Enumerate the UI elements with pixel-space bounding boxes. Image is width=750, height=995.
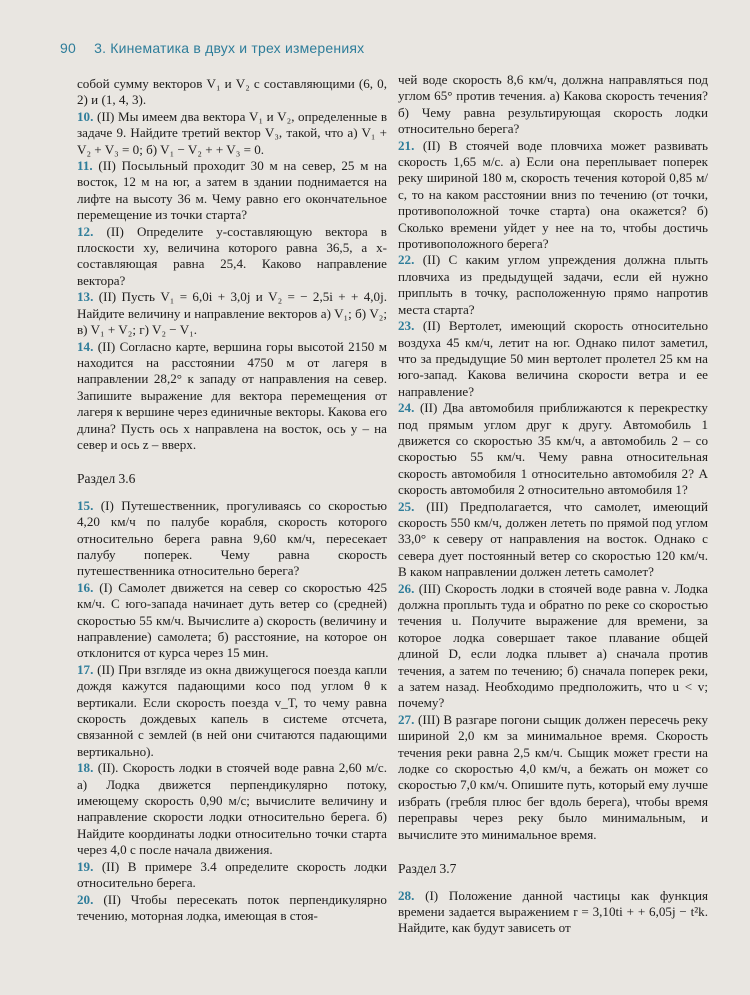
- problem: [398, 400, 708, 498]
- problem: [398, 888, 708, 937]
- problem-text: (II) Посыльный проходит 30 м на север, 25 м на восток, 12 м на юг, а затем в здании поднимается на лифте на высоту 36 м. Чему равно его окончательное перемещение из точки старта?: [77, 158, 387, 223]
- problem-text: (II) Чтобы пересекать поток перпендикулярно течению, моторная лодка, имеющая в стоя-: [77, 891, 387, 923]
- left-column: [77, 76, 387, 924]
- problem: [398, 581, 708, 712]
- problem-text: (III) Скорость лодки в стоячей воде равна v. Лодка должна проплыть туда и обратно по реке со скоростью течения u. Получите выражение для времени, за которое лодка совершает такое плавание общей длиной D, если лодка плывет а) сначала против течения, а затем по течению; б) сначала поперек реки, а затем назад. Необходимо предположить, что u < v; почему?: [398, 580, 708, 711]
- problem-number: 14.: [77, 338, 94, 354]
- problem: [77, 109, 387, 158]
- problem: [398, 712, 708, 843]
- problem: [77, 339, 387, 454]
- problem: [77, 224, 387, 290]
- problem-text: (II) Два автомобиля приближаются к перекрестку под прямым углом друг к другу. Автомобиль 1 движется со скоростью 35 км/ч, а автомобиль 2 – со скоростью 55 км/ч. Чему равна относительная скорость автомобиля 1 относительно автомобиля 2? А скорость автомобиля 2 относительно автомобиля 1?: [398, 400, 708, 498]
- problem-number: 18.: [77, 760, 94, 776]
- problem-text: (I) Самолет движется на север со скоростью 425 км/ч. С юго-запада начинает дуть ветер со (средней) скоростью 55 км/ч. Вычислите а) скорость (величину и направление) самолета; б) расстояние, на которое он отклонится от курса через 15 мин.: [77, 579, 387, 661]
- problem-text: (I) Положение данной частицы как функция времени задается выражением r = 3,10ti + + 6,05j − t²k. Найдите, как будут зависеть от: [398, 887, 708, 936]
- problem-number: 12.: [77, 223, 94, 239]
- problem-number: 19.: [77, 858, 94, 874]
- problem: [77, 760, 387, 858]
- continuation-text: собой сумму векторов V₁ и V₂ с составляющими (6, 0, 2) и (1, 4, 3).: [77, 76, 387, 108]
- problem-number: 28.: [398, 887, 415, 903]
- problem: [77, 158, 387, 224]
- problem: [398, 318, 708, 400]
- problem-number: 13.: [77, 289, 94, 305]
- problem: [77, 289, 387, 338]
- problem-number: 16.: [77, 579, 94, 595]
- problem-number: 20.: [77, 891, 94, 907]
- problem-number: 15.: [77, 497, 94, 513]
- problem-number: 24.: [398, 400, 415, 416]
- problem-text: (II) При взгляде из окна движущегося поезда капли дождя кажутся падающими косо под углом θ к вертикали. Если скорость поезда v_T, то чему равна скорость дождевых капель в системе отсчета, связанной с землей (в ней они считаются падающими вертикально).: [77, 661, 387, 759]
- section-label: Раздел 3.7: [398, 861, 457, 877]
- problem-text: (II). Скорость лодки в стоячей воде равна 2,60 м/с. а) Лодка движется перпендикулярно потоку, имеющему скорость 0,90 м/с; вычислите величину и направление скорости лодки относительно берега. б) Найдите координаты лодки относительно точки старта через 4,0 с после начала движения.: [77, 760, 388, 858]
- chapter-title: 3. Кинематика в двух и трех измерениях: [94, 40, 365, 56]
- page-header: [60, 40, 700, 64]
- problem-text: (III) Предполагается, что самолет, имеющий скорость 550 км/ч, должен лететь по прямой под углом 33,0° к северу от направления на восток. Однако с севера дует постоянный ветер со скоростью 120 км/ч. В каком направлении должен лететь самолет?: [398, 498, 708, 580]
- problem-number: 11.: [77, 158, 93, 174]
- problem-number: 22.: [398, 252, 415, 268]
- problem-number: 17.: [77, 661, 94, 677]
- problem: [398, 138, 708, 253]
- problem: [77, 859, 387, 892]
- problem-text: (II) Вертолет, имеющий скорость относительно воздуха 45 км/ч, летит на юг. Однако пилот заметил, что за предыдущие 50 мин вертолет пролетел 25 км на юго-запад. Какова величина скорости ветра и ее направление?: [398, 318, 708, 399]
- problem-text: (II) Пусть V₁ = 6,0i + 3,0j и V₂ = − 2,5i + + 4,0j. Найдите величину и направление векторов а) V₁; б) V₂; в) V₁ + V₂; г) V₂ − V₁.: [77, 289, 387, 338]
- problem-number: 21.: [398, 137, 415, 153]
- problem-text: (I) Путешественник, прогуливаясь со скоростью 4,20 км/ч по палубе корабля, скорость которого относительно берега равна 9,60 км/ч, пересекает палубу поперек. Чему равна скорость путешественника относительно берега?: [77, 497, 387, 579]
- problem-number: 25.: [398, 498, 415, 514]
- problem: [398, 252, 708, 318]
- problem: [77, 498, 387, 580]
- page-number: 90: [60, 40, 76, 56]
- problem: [398, 499, 708, 581]
- problem: [77, 662, 387, 760]
- problem-text: (II) В примере 3.4 определите скорость лодки относительно берега.: [77, 858, 387, 891]
- right-column: [398, 72, 708, 937]
- problem: [77, 580, 387, 662]
- continuation-text: чей воде скорость 8,6 км/ч, должна направляться под углом 65° против течения. а) Какова скорость течения? б) Чему равна результирующая скорость лодки относительно берега?: [398, 72, 708, 137]
- problem-text: (II) В стоячей воде пловчиха может развивать скорость 1,65 м/с. а) Если она переплывает поперек реку шириной 180 м, скорость течения которой 0,85 м/с, то на каком расстоянии вниз по течению (от точки, противоположной точке старта) она окажется? б) Сколько времени уйдет у нее на то, чтобы достичь противоположного берега?: [398, 137, 708, 252]
- problem-text: (II) Мы имеем два вектора V₁ и V₂, определенные в задаче 9. Найдите третий вектор V₃, такой, что а) V₁ + V₂ + V₃ = 0; б) V₁ − V₂ + + V₃ = 0.: [77, 108, 388, 157]
- problem-text: (III) В разгаре погони сыщик должен пересечь реку шириной 2,0 км за минимальное время. Скорость течения реки равна 2,5 км/ч. Сыщик может грести на лодке со скоростью 4,0 км/ч, а бежать он может со скоростью 7,0 км/ч. Опишите путь, который ему лучше избрать (гребля плюс бег вдоль берега), чтобы время переправы через реку было минимальным, и вычислите это минимальное время.: [398, 711, 708, 842]
- problem-number: 10.: [77, 108, 94, 124]
- problem-number: 27.: [398, 711, 415, 727]
- problem-number: 23.: [398, 318, 415, 334]
- problem-text: (II) Согласно карте, вершина горы высотой 2150 м находится на расстоянии 4750 м от лагеря в направлении 28,2° к западу от направления на север. Запишите выражение для вектора перемещения от лагеря к вершине через единичные векторы. Какова его длина? Пусть ось x направлена на восток, ось y – на север и ось z – вверх.: [77, 338, 387, 452]
- problem-text: (II) С каким углом упреждения должна плыть пловчиха из предыдущей задачи, если ей нужно приплыть в точку, расположенную прямо напротив места старта?: [398, 252, 708, 317]
- problem: [77, 892, 387, 925]
- problem-number: 26.: [398, 580, 415, 596]
- problem-text: (II) Определите y-составляющую вектора в плоскости xy, величина которого равна 36,5, а x-составляющая равна 25,4. Каково направление вектора?: [77, 223, 387, 288]
- section-label: Раздел 3.6: [77, 471, 136, 487]
